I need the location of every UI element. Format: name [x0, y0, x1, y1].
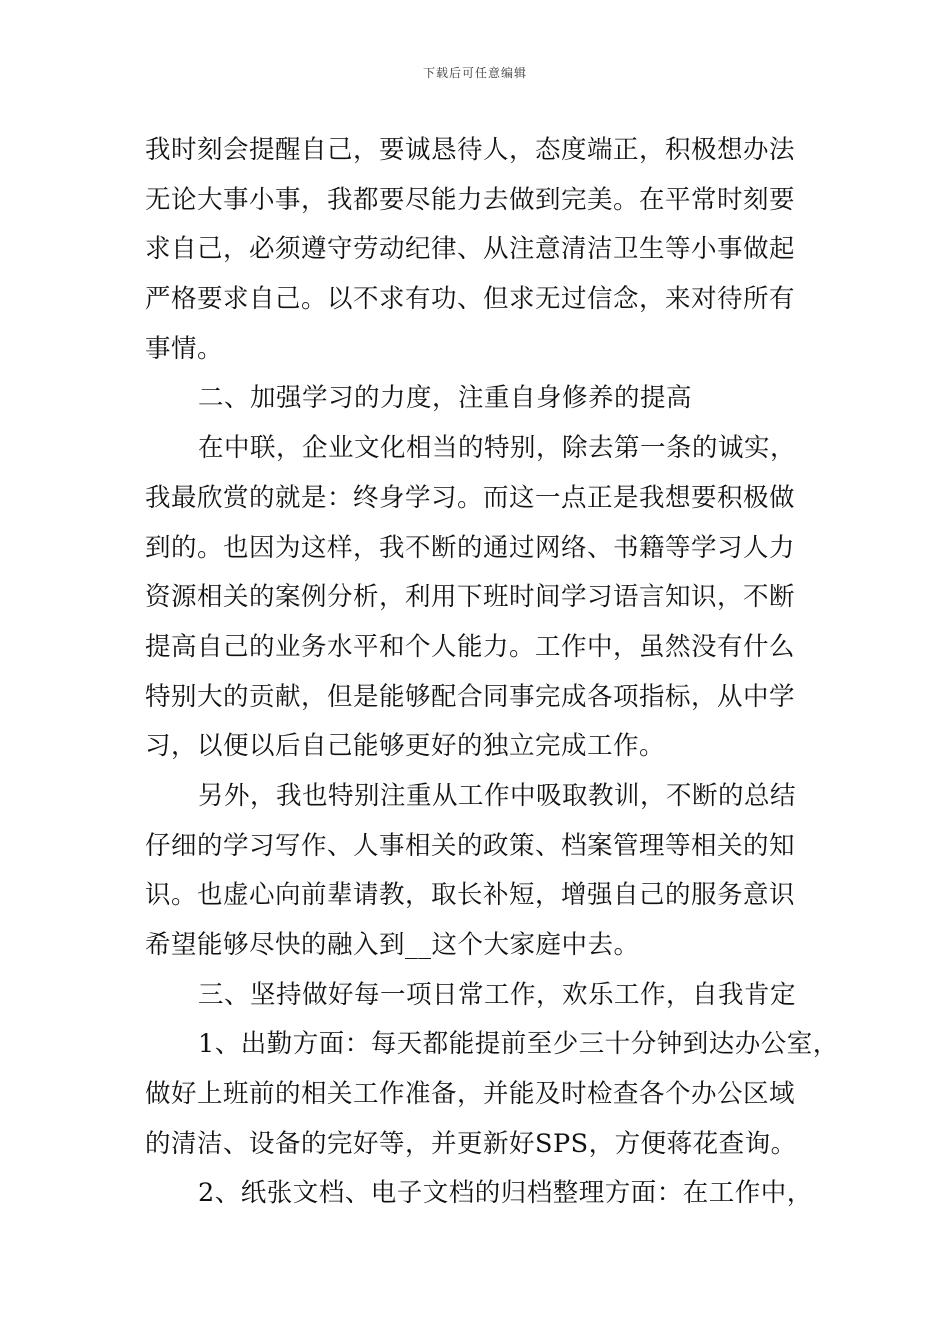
text-line: 做好上班前的相关工作准备，并能及时检查各个办公区域	[145, 1079, 796, 1110]
text-line: 无论大事小事，我都要尽能力去做到完美。在平常时刻要	[145, 184, 796, 215]
page-header-note: 下载后可任意编辑	[422, 66, 527, 80]
text-line: 三、坚持做好每一项日常工作，欢乐工作，自我肯定	[198, 979, 797, 1010]
text-line: 严格要求自己。以不求有功、但求无过信念，来对待所有	[145, 284, 796, 315]
text-line: 另外，我也特别注重从工作中吸取教训，不断的总结	[198, 780, 797, 811]
text-line: 特别大的贡献，但是能够配合同事完成各项指标，从中学	[145, 681, 796, 712]
text-line: 2、纸张文档、电子文档的归档整理方面：在工作中，	[198, 1178, 813, 1209]
document-body	[145, 126, 839, 1219]
text-line: 到的。也因为这样，我不断的通过网络、书籍等学习人力	[145, 532, 796, 563]
text-line: 求自己，必须遵守劳动纪律、从注意清洁卫生等小事做起	[145, 234, 796, 265]
text-line: 我最欣赏的就是：终身学习。而这一点正是我想要积极做	[145, 482, 796, 513]
text-line: 我时刻会提醒自己，要诚恳待人，态度端正，积极想办法	[145, 135, 796, 165]
text-line: 识。也虚心向前辈请教，取长补短，增强自己的服务意识	[145, 880, 796, 911]
text-line: 的清洁、设备的完好等，并更新好SPS，方便蒋花查询。	[145, 1128, 797, 1159]
text-line: 1、出勤方面：每天都能提前至少三十分钟到达办公室，	[198, 1029, 839, 1060]
text-line: 提高自己的业务水平和个人能力。工作中，虽然没有什么	[145, 631, 796, 662]
text-line: 事情。	[145, 333, 224, 364]
text-line: 习，以便以后自己能够更好的独立完成工作。	[145, 731, 666, 762]
text-line: 仔细的学习写作、人事相关的政策、档案管理等相关的知	[145, 830, 796, 861]
text-line: 资源相关的案例分析，利用下班时间学习语言知识，不断	[145, 582, 796, 613]
text-line: 二、加强学习的力度，注重自身修养的提高	[198, 383, 693, 414]
text-line: 在中联，企业文化相当的特别，除去第一条的诚实，	[198, 433, 797, 464]
text-line: 希望能够尽快的融入到__这个大家庭中去。	[145, 930, 640, 960]
